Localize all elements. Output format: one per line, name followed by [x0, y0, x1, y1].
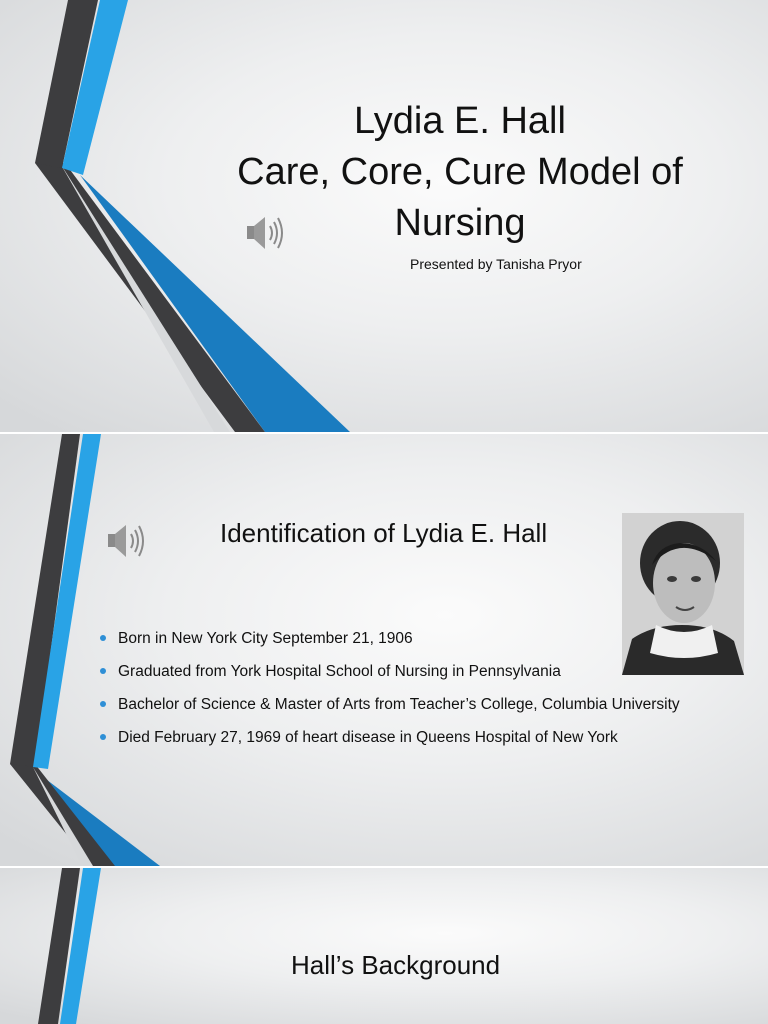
slide-decoration	[0, 868, 768, 1024]
bullet-icon	[100, 635, 106, 641]
bullet-icon	[100, 734, 106, 740]
title-line-1: Lydia E. Hall	[354, 100, 566, 142]
presenter-subtitle: Presented by Tanisha Pryor	[410, 256, 582, 272]
title-line-3: Nursing	[394, 202, 526, 244]
list-item: Graduated from York Hospital School of Nursing in Pennsylvania	[100, 661, 698, 683]
bullet-list	[100, 628, 698, 760]
list-item: Bachelor of Science & Master of Arts from Teacher’s College, Columbia University	[100, 694, 698, 716]
slide-title-heading	[200, 96, 720, 249]
bullet-icon	[100, 668, 106, 674]
slide-title	[0, 0, 768, 432]
list-item: Born in New York City September 21, 1906	[100, 628, 698, 650]
slide-background	[0, 868, 768, 1024]
title-line-2: Care, Core, Cure Model of	[237, 151, 683, 193]
slide-heading: Hall’s Background	[291, 950, 501, 980]
slide-identification	[0, 434, 768, 866]
slide-heading: Identification of Lydia E. Hall	[220, 518, 548, 548]
list-item: Died February 27, 1969 of heart disease in Queens Hospital of New York	[100, 727, 698, 749]
speaker-icon[interactable]	[105, 522, 147, 560]
bullet-icon	[100, 701, 106, 707]
